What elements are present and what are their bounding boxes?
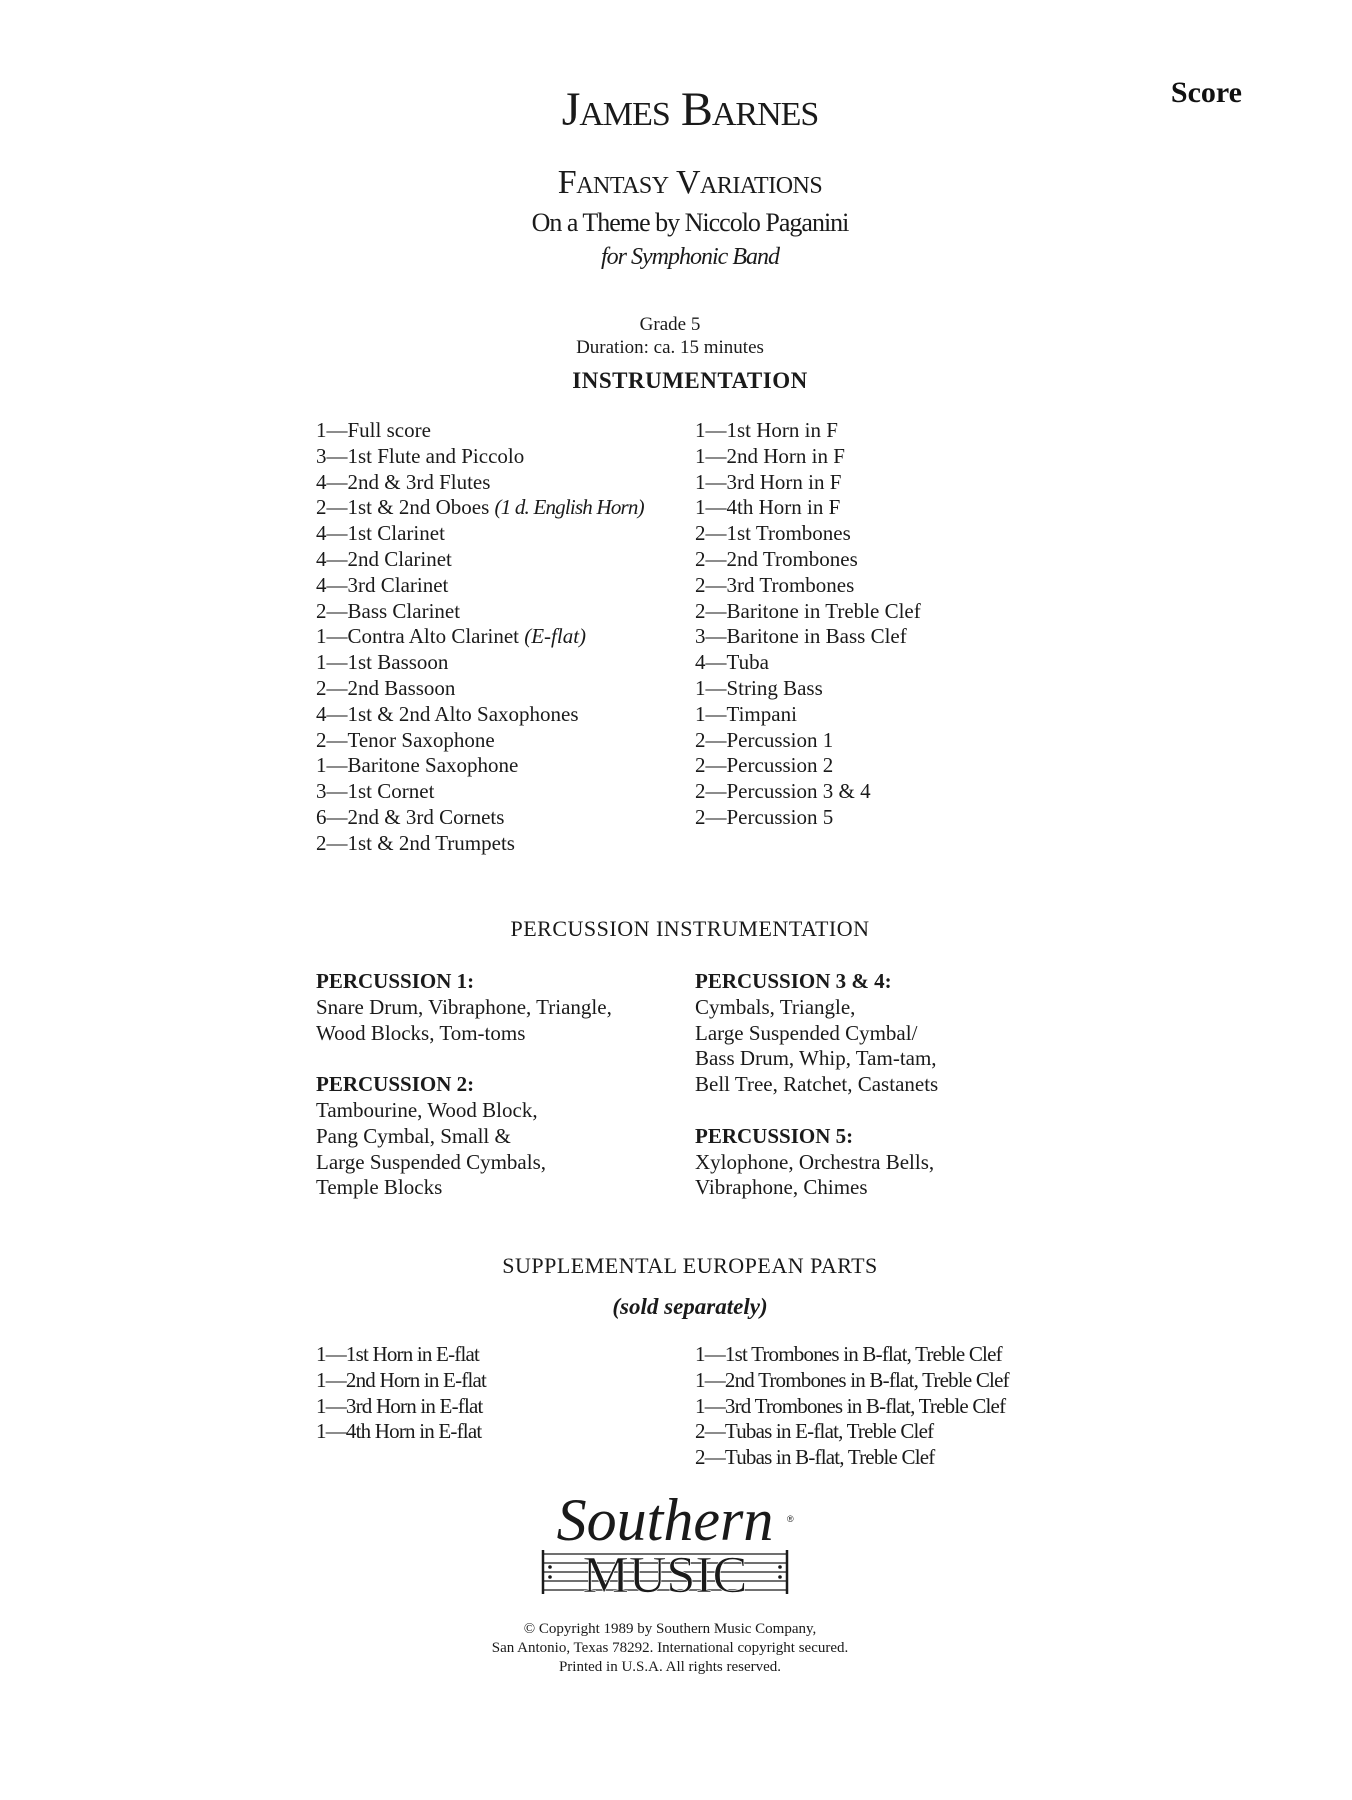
list-item: 2—Percussion 2 <box>695 753 834 778</box>
list-item-note: (E-flat) <box>524 624 587 649</box>
sold-separately-note: (sold separately) <box>612 1294 768 1319</box>
supplemental-right-list <box>695 1342 1009 1471</box>
list-item: 1—Baritone Saxophone <box>316 753 519 778</box>
percussion-line: Snare Drum, Vibraphone, Triangle, <box>316 994 612 1019</box>
percussion-heading: PERCUSSION INSTRUMENTATION <box>510 916 870 941</box>
svg-text:®: ® <box>787 1514 794 1524</box>
ensemble-line: for Symphonic Band <box>601 244 779 270</box>
copyright-line: San Antonio, Texas 78292. International copyright secured. <box>491 1640 849 1656</box>
instrumentation-heading: INSTRUMENTATION <box>572 368 808 393</box>
list-item: 2—Tubas in E-flat, Treble Clef <box>695 1419 934 1444</box>
list-item: 2—1st Trombones <box>695 521 851 546</box>
percussion-line: Bass Drum, Whip, Tam-tam, <box>695 1046 937 1071</box>
list-item: 4—2nd Clarinet <box>316 546 452 571</box>
list-item: 3—Baritone in Bass Clef <box>695 624 907 649</box>
list-item: 1—3rd Horn in F <box>695 469 842 494</box>
percussion-line: Cymbals, Triangle, <box>695 994 856 1019</box>
list-item: 4—1st Clarinet <box>316 521 445 546</box>
list-item: 1—Full score <box>316 418 431 442</box>
list-item: 4—2nd & 3rd Flutes <box>316 469 491 494</box>
list-item: 2—Tenor Saxophone <box>316 727 495 752</box>
work-title: Fantasy Variations <box>557 164 823 201</box>
composer-name: James Barnes <box>561 83 819 136</box>
percussion-line: Tambourine, Wood Block, <box>316 1097 538 1122</box>
list-item: 1—1st Trombones in B-flat, Treble Clef <box>695 1342 1002 1366</box>
percussion-line: Xylophone, Orchestra Bells, <box>695 1149 935 1174</box>
instrumentation-right-list <box>695 418 921 831</box>
logo-top-text: Southern <box>556 1488 774 1553</box>
logo-bottom-text: MUSIC <box>582 1547 748 1604</box>
list-item: 2—1st & 2nd Oboes (1 d. English Horn) <box>316 495 644 520</box>
list-item: 2—Percussion 3 & 4 <box>695 779 871 804</box>
list-item: 2—Bass Clarinet <box>316 598 461 623</box>
list-item: 3—1st Cornet <box>316 779 435 804</box>
work-subtitle: On a Theme by Niccolo Paganini <box>531 208 849 237</box>
percussion-line: Pang Cymbal, Small & <box>316 1123 511 1148</box>
list-item: 1—2nd Trombones in B-flat, Treble Clef <box>695 1367 1009 1392</box>
list-item: 2—2nd Trombones <box>695 546 858 571</box>
percussion-2-title: PERCUSSION 2: <box>316 1072 475 1097</box>
list-item: 4—1st & 2nd Alto Saxophones <box>316 701 579 726</box>
duration-text: Duration: ca. 15 minutes <box>576 337 764 358</box>
list-item: 2—2nd Bassoon <box>316 675 456 700</box>
list-item: 4—Tuba <box>695 650 769 675</box>
list-item-note: (1 d. English Horn) <box>494 495 644 520</box>
percussion-1-title: PERCUSSION 1: <box>316 969 475 993</box>
list-item: 6—2nd & 3rd Cornets <box>316 804 505 829</box>
percussion-3-4-title: PERCUSSION 3 & 4: <box>695 969 892 993</box>
list-item: 1—4th Horn in F <box>695 495 841 520</box>
instrumentation-left-list <box>316 418 644 857</box>
list-item: 1—3rd Horn in E-flat <box>316 1393 483 1418</box>
supplemental-heading: SUPPLEMENTAL EUROPEAN PARTS <box>502 1253 878 1278</box>
grade-text: Grade 5 <box>639 314 701 335</box>
list-item: 2—Baritone in Treble Clef <box>695 598 921 623</box>
list-item: 2—Tubas in B-flat, Treble Clef <box>695 1445 935 1470</box>
list-item: 1—String Bass <box>695 675 823 700</box>
copyright-line: Printed in U.S.A. All rights reserved. <box>558 1659 782 1675</box>
supplemental-left-list <box>316 1342 486 1445</box>
percussion-line: Vibraphone, Chimes <box>695 1175 868 1200</box>
list-item: 1—1st Bassoon <box>316 650 449 675</box>
percussion-line: Bell Tree, Ratchet, Castanets <box>695 1072 939 1097</box>
list-item: 1—1st Horn in F <box>695 418 838 442</box>
list-item: 1—2nd Horn in E-flat <box>316 1367 487 1392</box>
copyright-line: © Copyright 1989 by Southern Music Company, <box>523 1621 817 1637</box>
list-item: 1—Contra Alto Clarinet (E-flat) <box>316 624 587 649</box>
score-label: Score <box>1170 76 1242 109</box>
list-item: 1—2nd Horn in F <box>695 443 845 468</box>
percussion-line: Large Suspended Cymbals, <box>316 1149 546 1174</box>
percussion-5-title: PERCUSSION 5: <box>695 1123 854 1148</box>
southern-music-logo <box>535 1488 795 1606</box>
percussion-line: Large Suspended Cymbal/ <box>695 1020 918 1045</box>
list-item: 3—1st Flute and Piccolo <box>316 443 525 468</box>
percussion-left-column <box>316 969 612 1201</box>
list-item: 2—Percussion 5 <box>695 804 834 829</box>
list-item: 2—1st & 2nd Trumpets <box>316 830 515 855</box>
list-item: 1—Timpani <box>695 701 797 726</box>
list-item: 2—Percussion 1 <box>695 727 834 752</box>
list-item: 2—3rd Trombones <box>695 572 855 597</box>
percussion-line: Wood Blocks, Tom-toms <box>316 1020 526 1045</box>
list-item: 4—3rd Clarinet <box>316 572 449 597</box>
percussion-line: Temple Blocks <box>316 1175 443 1200</box>
list-item: 1—4th Horn in E-flat <box>316 1419 482 1444</box>
list-item: 1—1st Horn in E-flat <box>316 1342 480 1366</box>
list-item: 1—3rd Trombones in B-flat, Treble Clef <box>695 1393 1006 1418</box>
percussion-right-column <box>695 969 938 1201</box>
copyright-notice <box>0 1620 1340 1677</box>
